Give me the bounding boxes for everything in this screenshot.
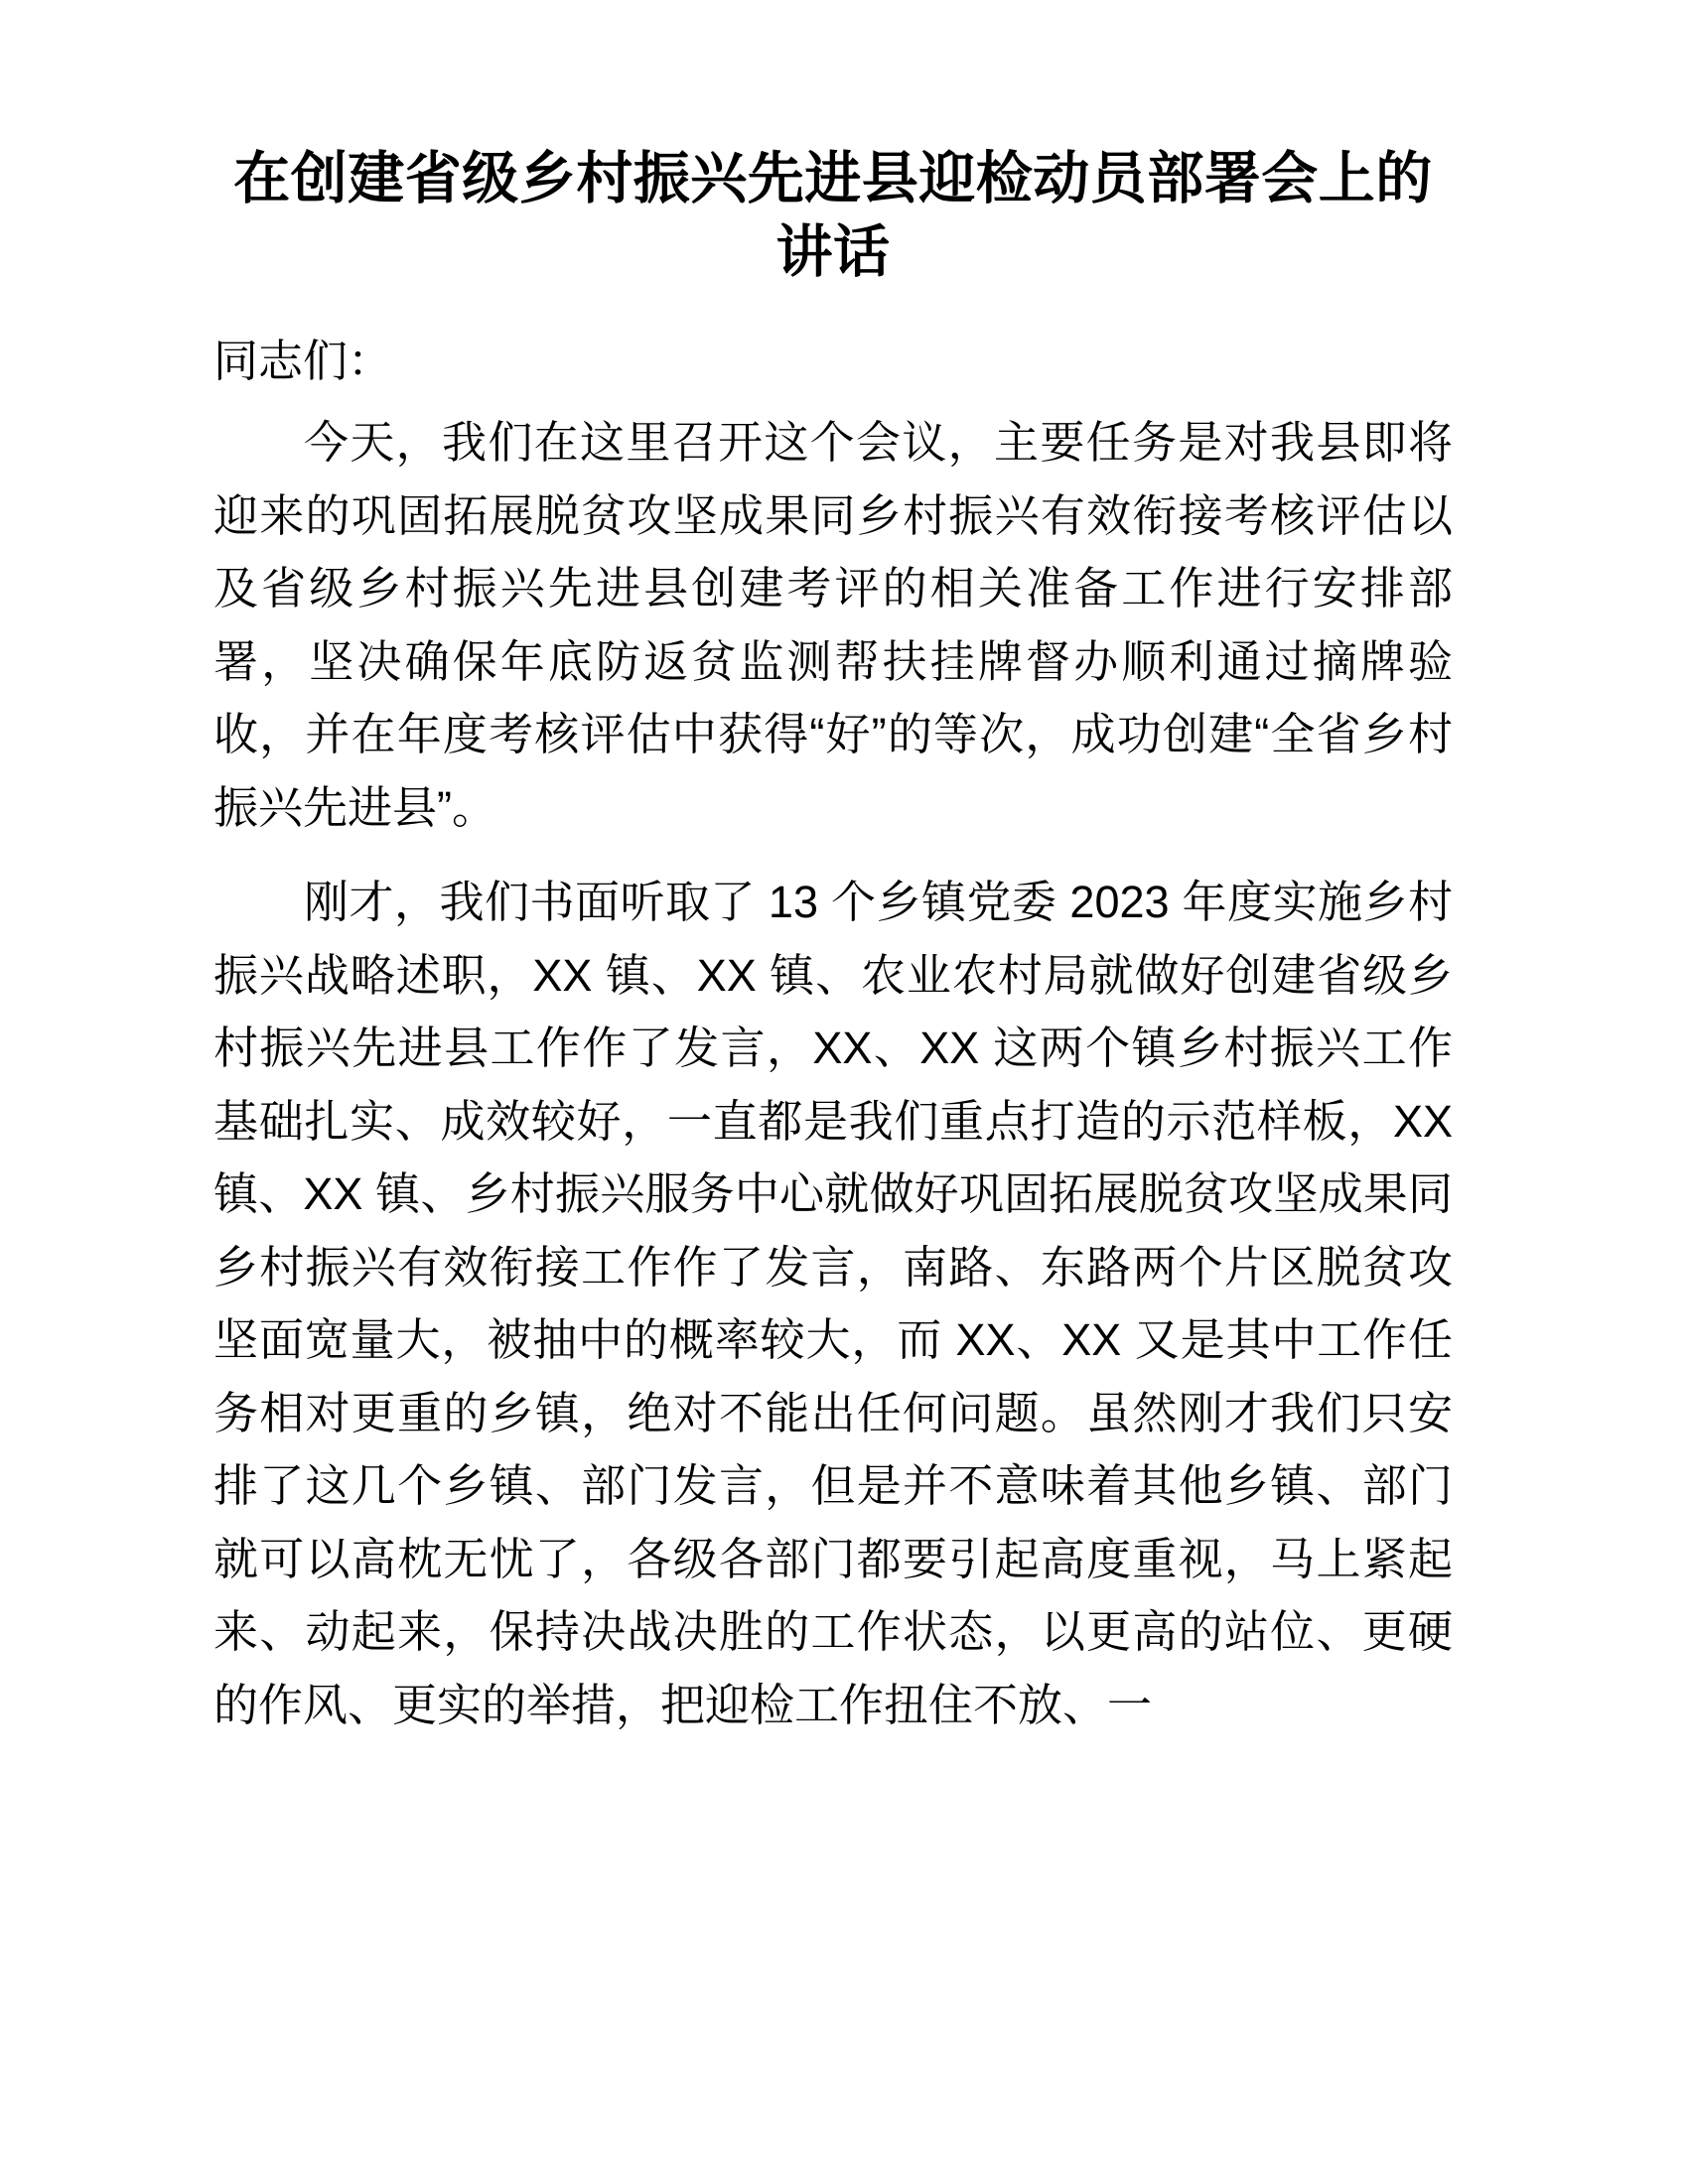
paragraph-1: 今天，我们在这里召开这个会议，主要任务是对我县即将迎来的巩固拓展脱贫攻坚成果同乡村振兴有效衔接考核评估以及省级乡村振兴先进县创建考评的相关准备工作进行安排部署，坚决确保年底防返贫监测帮扶挂牌督办顺利通过摘牌验收，并在年度考核评估中获得“好”的等次，成功创建“全省乡村振兴先进县”。 (213, 417, 1453, 833)
salutation-line: 同志们： (213, 336, 393, 386)
document-body (213, 0, 1453, 1741)
paragraph-2: 刚才，我们书面听取了 13 个乡镇党委 2023 年度实施乡村振兴战略述职，XX 镇、XX 镇、农业农村局就做好创建省级乡村振兴先进县工作作了发言，XX、XX 这两个镇乡村振兴工作基础扎实、成效较好，一直都是我们重点打造的示范样板，XX 镇、XX 镇、乡村振兴服务中心就做好巩固拓展脱贫攻坚成果同乡村振兴有效衔接工作作了发言，南路、东路两个片区脱贫攻坚面宽量大，被抽中的概率较大，而 XX、XX 又是其中工作任务相对更重的乡镇，绝对不能出任何问题。虽然刚才我们只安排了这几个乡镇、部门发言，但是并不意味着其他乡镇、部门就可以高枕无忧了，各级各部门都要引起高度重视，马上紧起来、动起来，保持决战决胜的工作状态，以更高的站位、更硬的作风、更实的举措，把迎检工作扭住不放、一 (213, 877, 1453, 1730)
page-title: 在创建省级乡村振兴先进县迎检动员部署会上的讲话 (233, 147, 1433, 284)
